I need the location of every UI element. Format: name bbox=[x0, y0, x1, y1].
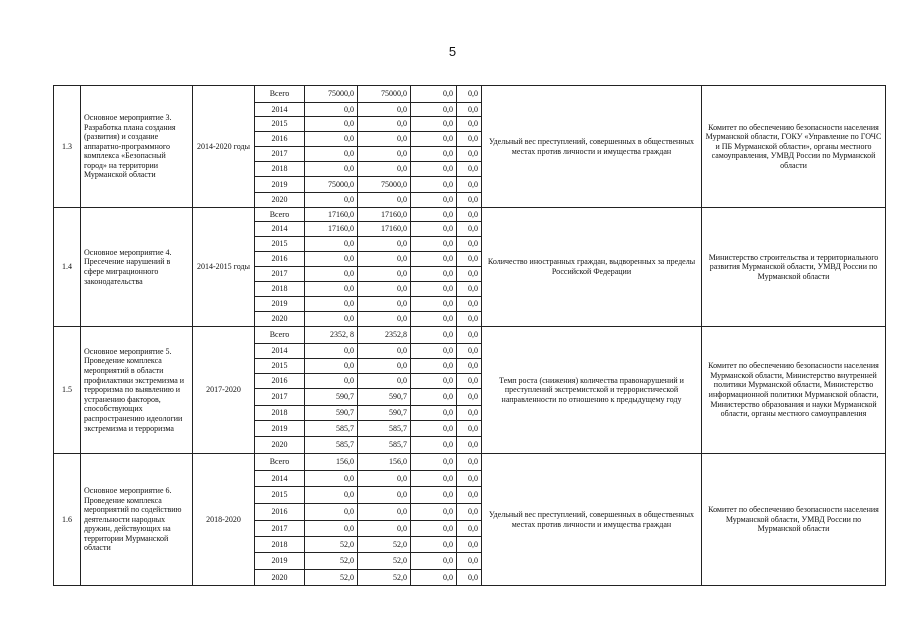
year-cell: 2018 bbox=[255, 162, 305, 177]
year-cell: 2020 bbox=[255, 312, 305, 327]
value-federal-cell: 0,0 bbox=[411, 282, 457, 297]
executors-text: Комитет по обеспечению безопасности населения Мурманской области, ГОКУ «Управление по ГОЧС и ПБ Мурманской области», органы местного самоуправления, УМВД России по Мурманской области bbox=[702, 86, 886, 208]
value-federal-cell: 0,0 bbox=[411, 437, 457, 454]
value-total-cell: 0,0 bbox=[305, 297, 358, 312]
value-regional-cell: 585,7 bbox=[358, 437, 411, 454]
section-number: 1.6 bbox=[54, 454, 81, 586]
table-row bbox=[54, 327, 886, 344]
value-federal-cell: 0,0 bbox=[411, 421, 457, 437]
value-regional-cell: 0,0 bbox=[358, 504, 411, 521]
value-federal-cell: 0,0 bbox=[411, 537, 457, 553]
value-other-cell: 0,0 bbox=[457, 297, 482, 312]
execution-period: 2014-2015 годы bbox=[193, 208, 255, 327]
value-regional-cell: 17160,0 bbox=[358, 208, 411, 222]
section-number: 1.5 bbox=[54, 327, 81, 454]
value-regional-cell: 0,0 bbox=[358, 193, 411, 208]
indicator-text: Количество иностранных граждан, выдворенных за пределы Российской Федерации bbox=[482, 208, 702, 327]
year-cell: 2015 bbox=[255, 487, 305, 504]
value-federal-cell: 0,0 bbox=[411, 252, 457, 267]
value-other-cell: 0,0 bbox=[457, 132, 482, 147]
indicator-text: Удельный вес преступлений, совершенных в общественных местах против личности и имущества граждан bbox=[482, 86, 702, 208]
value-regional-cell: 0,0 bbox=[358, 252, 411, 267]
year-cell: 2015 bbox=[255, 117, 305, 132]
year-cell: 2020 bbox=[255, 193, 305, 208]
value-regional-cell: 156,0 bbox=[358, 454, 411, 471]
value-regional-cell: 0,0 bbox=[358, 267, 411, 282]
year-cell: 2016 bbox=[255, 504, 305, 521]
page-number: 5 bbox=[448, 44, 457, 59]
value-other-cell: 0,0 bbox=[457, 454, 482, 471]
value-other-cell: 0,0 bbox=[457, 327, 482, 344]
value-federal-cell: 0,0 bbox=[411, 86, 457, 103]
year-cell: Всего bbox=[255, 454, 305, 471]
year-cell: 2018 bbox=[255, 406, 305, 421]
value-total-cell: 0,0 bbox=[305, 471, 358, 487]
value-regional-cell: 75000,0 bbox=[358, 177, 411, 193]
value-other-cell: 0,0 bbox=[457, 312, 482, 327]
value-total-cell: 585,7 bbox=[305, 437, 358, 454]
year-cell: 2020 bbox=[255, 437, 305, 454]
value-federal-cell: 0,0 bbox=[411, 374, 457, 389]
value-federal-cell: 0,0 bbox=[411, 359, 457, 374]
table-row bbox=[54, 86, 886, 103]
value-federal-cell: 0,0 bbox=[411, 521, 457, 537]
value-regional-cell: 0,0 bbox=[358, 132, 411, 147]
value-total-cell: 0,0 bbox=[305, 487, 358, 504]
year-cell: 2014 bbox=[255, 344, 305, 359]
execution-period: 2017-2020 bbox=[193, 327, 255, 454]
value-total-cell: 17160,0 bbox=[305, 222, 358, 237]
value-other-cell: 0,0 bbox=[457, 208, 482, 222]
year-cell: 2019 bbox=[255, 177, 305, 193]
value-total-cell: 0,0 bbox=[305, 312, 358, 327]
value-total-cell: 590,7 bbox=[305, 389, 358, 406]
value-federal-cell: 0,0 bbox=[411, 344, 457, 359]
value-regional-cell: 0,0 bbox=[358, 344, 411, 359]
activity-name: Основное мероприятие 4. Пресечение нарушений в сфере миграционного законодательства bbox=[81, 208, 193, 327]
value-total-cell: 0,0 bbox=[305, 359, 358, 374]
value-total-cell: 156,0 bbox=[305, 454, 358, 471]
value-federal-cell: 0,0 bbox=[411, 312, 457, 327]
value-other-cell: 0,0 bbox=[457, 504, 482, 521]
value-total-cell: 0,0 bbox=[305, 237, 358, 252]
year-cell: 2017 bbox=[255, 267, 305, 282]
value-other-cell: 0,0 bbox=[457, 487, 482, 504]
indicator-text: Удельный вес преступлений, совершенных в общественных местах против личности и имущества граждан bbox=[482, 454, 702, 586]
value-federal-cell: 0,0 bbox=[411, 487, 457, 504]
year-cell: Всего bbox=[255, 327, 305, 344]
executors-text: Министерство строительства и территориального развития Мурманской области, УМВД России по Мурманской области bbox=[702, 208, 886, 327]
value-federal-cell: 0,0 bbox=[411, 193, 457, 208]
value-total-cell: 0,0 bbox=[305, 504, 358, 521]
value-federal-cell: 0,0 bbox=[411, 570, 457, 586]
value-total-cell: 0,0 bbox=[305, 147, 358, 162]
value-other-cell: 0,0 bbox=[457, 471, 482, 487]
value-other-cell: 0,0 bbox=[457, 177, 482, 193]
value-federal-cell: 0,0 bbox=[411, 177, 457, 193]
value-federal-cell: 0,0 bbox=[411, 117, 457, 132]
value-federal-cell: 0,0 bbox=[411, 162, 457, 177]
value-regional-cell: 0,0 bbox=[358, 312, 411, 327]
table-row bbox=[54, 454, 886, 471]
value-other-cell: 0,0 bbox=[457, 344, 482, 359]
value-total-cell: 2352, 8 bbox=[305, 327, 358, 344]
value-total-cell: 590,7 bbox=[305, 406, 358, 421]
year-cell: Всего bbox=[255, 86, 305, 103]
value-federal-cell: 0,0 bbox=[411, 406, 457, 421]
year-cell: 2016 bbox=[255, 252, 305, 267]
year-cell: 2017 bbox=[255, 147, 305, 162]
value-other-cell: 0,0 bbox=[457, 359, 482, 374]
value-regional-cell: 17160,0 bbox=[358, 222, 411, 237]
value-other-cell: 0,0 bbox=[457, 103, 482, 117]
value-regional-cell: 0,0 bbox=[358, 471, 411, 487]
value-regional-cell: 0,0 bbox=[358, 374, 411, 389]
section-number: 1.4 bbox=[54, 208, 81, 327]
value-other-cell: 0,0 bbox=[457, 237, 482, 252]
year-cell: 2020 bbox=[255, 570, 305, 586]
value-federal-cell: 0,0 bbox=[411, 471, 457, 487]
program-table bbox=[53, 85, 886, 586]
year-cell: Всего bbox=[255, 208, 305, 222]
value-total-cell: 585,7 bbox=[305, 421, 358, 437]
activity-name: Основное мероприятие 3. Разработка плана создания (развития) и создание аппаратно-программного комплекса «Безопасный город» на территории Мурманской области bbox=[81, 86, 193, 208]
value-total-cell: 0,0 bbox=[305, 103, 358, 117]
value-other-cell: 0,0 bbox=[457, 267, 482, 282]
value-other-cell: 0,0 bbox=[457, 282, 482, 297]
value-total-cell: 0,0 bbox=[305, 282, 358, 297]
year-cell: 2017 bbox=[255, 389, 305, 406]
value-other-cell: 0,0 bbox=[457, 147, 482, 162]
value-regional-cell: 590,7 bbox=[358, 406, 411, 421]
execution-period: 2018-2020 bbox=[193, 454, 255, 586]
year-cell: 2014 bbox=[255, 222, 305, 237]
year-cell: 2014 bbox=[255, 471, 305, 487]
value-regional-cell: 0,0 bbox=[358, 147, 411, 162]
value-total-cell: 0,0 bbox=[305, 252, 358, 267]
value-regional-cell: 0,0 bbox=[358, 282, 411, 297]
value-total-cell: 75000,0 bbox=[305, 177, 358, 193]
year-cell: 2018 bbox=[255, 282, 305, 297]
value-total-cell: 0,0 bbox=[305, 521, 358, 537]
value-other-cell: 0,0 bbox=[457, 537, 482, 553]
value-total-cell: 52,0 bbox=[305, 537, 358, 553]
year-cell: 2014 bbox=[255, 103, 305, 117]
year-cell: 2016 bbox=[255, 132, 305, 147]
value-regional-cell: 0,0 bbox=[358, 297, 411, 312]
value-other-cell: 0,0 bbox=[457, 222, 482, 237]
value-regional-cell: 585,7 bbox=[358, 421, 411, 437]
value-federal-cell: 0,0 bbox=[411, 327, 457, 344]
value-other-cell: 0,0 bbox=[457, 437, 482, 454]
value-total-cell: 52,0 bbox=[305, 553, 358, 570]
section-number: 1.3 bbox=[54, 86, 81, 208]
value-regional-cell: 52,0 bbox=[358, 537, 411, 553]
value-federal-cell: 0,0 bbox=[411, 103, 457, 117]
value-federal-cell: 0,0 bbox=[411, 504, 457, 521]
value-federal-cell: 0,0 bbox=[411, 147, 457, 162]
year-cell: 2016 bbox=[255, 374, 305, 389]
value-other-cell: 0,0 bbox=[457, 521, 482, 537]
executors-text: Комитет по обеспечению безопасности населения Мурманской области, Министерство внутренней политики Мурманской области, Министерство информационной политики Мурманской области, Министерство образования и науки Мурманской области, органы местного самоуправления bbox=[702, 327, 886, 454]
value-regional-cell: 0,0 bbox=[358, 521, 411, 537]
value-other-cell: 0,0 bbox=[457, 421, 482, 437]
value-other-cell: 0,0 bbox=[457, 193, 482, 208]
year-cell: 2019 bbox=[255, 553, 305, 570]
value-federal-cell: 0,0 bbox=[411, 222, 457, 237]
value-regional-cell: 75000,0 bbox=[358, 86, 411, 103]
value-federal-cell: 0,0 bbox=[411, 267, 457, 282]
value-federal-cell: 0,0 bbox=[411, 237, 457, 252]
value-federal-cell: 0,0 bbox=[411, 553, 457, 570]
value-regional-cell: 0,0 bbox=[358, 487, 411, 504]
year-cell: 2017 bbox=[255, 521, 305, 537]
value-other-cell: 0,0 bbox=[457, 406, 482, 421]
value-regional-cell: 52,0 bbox=[358, 553, 411, 570]
activity-name: Основное мероприятие 5. Проведение комплекса мероприятий в области профилактики экстремизма и терроризма по выявлению и устранению факторов, способствующих распространению идеологии экстремизма и терроризма bbox=[81, 327, 193, 454]
value-total-cell: 0,0 bbox=[305, 193, 358, 208]
value-federal-cell: 0,0 bbox=[411, 454, 457, 471]
value-total-cell: 0,0 bbox=[305, 267, 358, 282]
value-total-cell: 75000,0 bbox=[305, 86, 358, 103]
executors-text: Комитет по обеспечению безопасности населения Мурманской области, УМВД России по Мурманской области bbox=[702, 454, 886, 586]
value-other-cell: 0,0 bbox=[457, 252, 482, 267]
indicator-text: Темп роста (снижения) количества правонарушений и преступлений экстремистской и террористической направленности по отношению к предыдущему году bbox=[482, 327, 702, 454]
value-total-cell: 52,0 bbox=[305, 570, 358, 586]
value-federal-cell: 0,0 bbox=[411, 208, 457, 222]
value-federal-cell: 0,0 bbox=[411, 132, 457, 147]
value-total-cell: 0,0 bbox=[305, 374, 358, 389]
value-regional-cell: 0,0 bbox=[358, 237, 411, 252]
value-federal-cell: 0,0 bbox=[411, 389, 457, 406]
value-regional-cell: 2352,8 bbox=[358, 327, 411, 344]
year-cell: 2015 bbox=[255, 359, 305, 374]
value-regional-cell: 52,0 bbox=[358, 570, 411, 586]
value-regional-cell: 0,0 bbox=[358, 117, 411, 132]
table-row bbox=[54, 208, 886, 222]
value-other-cell: 0,0 bbox=[457, 86, 482, 103]
value-total-cell: 17160,0 bbox=[305, 208, 358, 222]
value-federal-cell: 0,0 bbox=[411, 297, 457, 312]
value-regional-cell: 0,0 bbox=[358, 359, 411, 374]
value-regional-cell: 0,0 bbox=[358, 103, 411, 117]
value-other-cell: 0,0 bbox=[457, 553, 482, 570]
year-cell: 2015 bbox=[255, 237, 305, 252]
value-total-cell: 0,0 bbox=[305, 162, 358, 177]
value-regional-cell: 0,0 bbox=[358, 162, 411, 177]
value-other-cell: 0,0 bbox=[457, 117, 482, 132]
value-total-cell: 0,0 bbox=[305, 344, 358, 359]
value-regional-cell: 590,7 bbox=[358, 389, 411, 406]
value-other-cell: 0,0 bbox=[457, 374, 482, 389]
value-total-cell: 0,0 bbox=[305, 132, 358, 147]
activity-name: Основное мероприятие 6. Проведение комплекса мероприятий по содействию деятельности народных дружин, действующих на территории Мурманской области bbox=[81, 454, 193, 586]
value-other-cell: 0,0 bbox=[457, 162, 482, 177]
value-other-cell: 0,0 bbox=[457, 570, 482, 586]
year-cell: 2019 bbox=[255, 297, 305, 312]
value-total-cell: 0,0 bbox=[305, 117, 358, 132]
year-cell: 2019 bbox=[255, 421, 305, 437]
value-other-cell: 0,0 bbox=[457, 389, 482, 406]
year-cell: 2018 bbox=[255, 537, 305, 553]
execution-period: 2014-2020 годы bbox=[193, 86, 255, 208]
